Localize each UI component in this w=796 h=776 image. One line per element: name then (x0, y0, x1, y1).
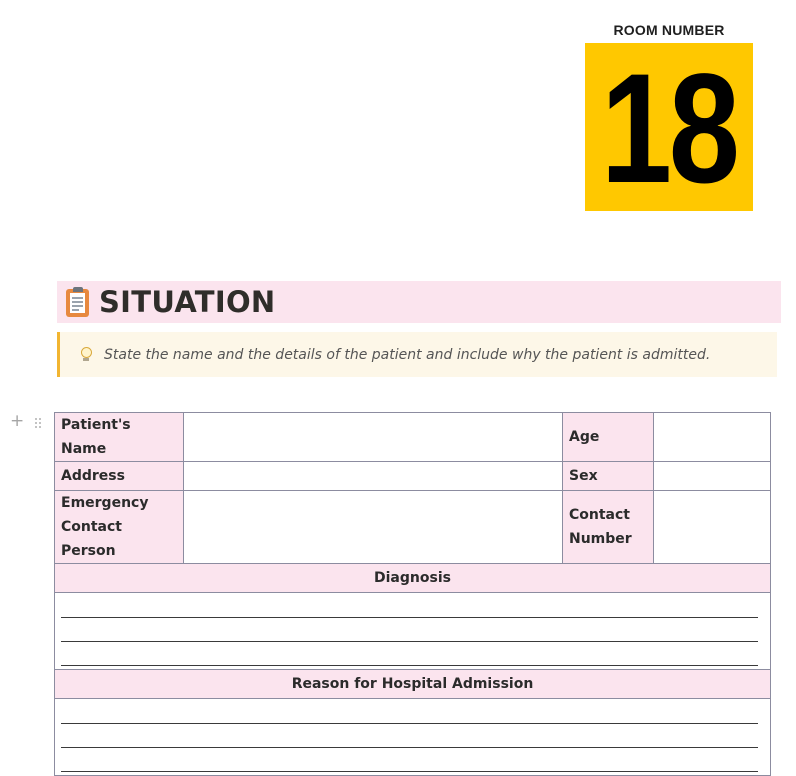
room-number-box (585, 43, 753, 211)
sex-field[interactable] (654, 462, 771, 491)
patient-name-field[interactable] (184, 413, 563, 462)
address-field[interactable] (184, 462, 563, 491)
sex-label: Sex (563, 462, 654, 491)
emergency-contact-label: Emergency Contact Person (55, 491, 184, 564)
age-label: Age (563, 413, 654, 462)
add-block-icon[interactable]: + (10, 411, 25, 431)
age-field[interactable] (654, 413, 771, 462)
instruction-callout[interactable] (57, 332, 777, 377)
admission-reason-header: Reason for Hospital Admission (55, 670, 771, 699)
admission-reason-field[interactable] (55, 699, 771, 776)
contact-number-label: Contact Number (563, 491, 654, 564)
address-label: Address (55, 462, 184, 491)
room-number-label: ROOM NUMBER (613, 22, 725, 38)
diagnosis-field[interactable] (55, 593, 771, 670)
patient-name-label: Patient's Name (55, 413, 184, 462)
emergency-contact-field[interactable] (184, 491, 563, 564)
situation-heading[interactable] (57, 281, 781, 323)
room-number-value: 18 (601, 43, 737, 211)
lightbulb-icon (80, 347, 92, 363)
clipboard-icon (65, 286, 91, 318)
contact-number-field[interactable] (654, 491, 771, 564)
drag-handle-icon[interactable] (35, 418, 43, 430)
diagnosis-header: Diagnosis (55, 564, 771, 593)
page-title: SITUATION (99, 285, 276, 319)
patient-form-table (54, 412, 771, 776)
callout-text: State the name and the details of the patient and include why the patient is admitted. (104, 346, 711, 363)
